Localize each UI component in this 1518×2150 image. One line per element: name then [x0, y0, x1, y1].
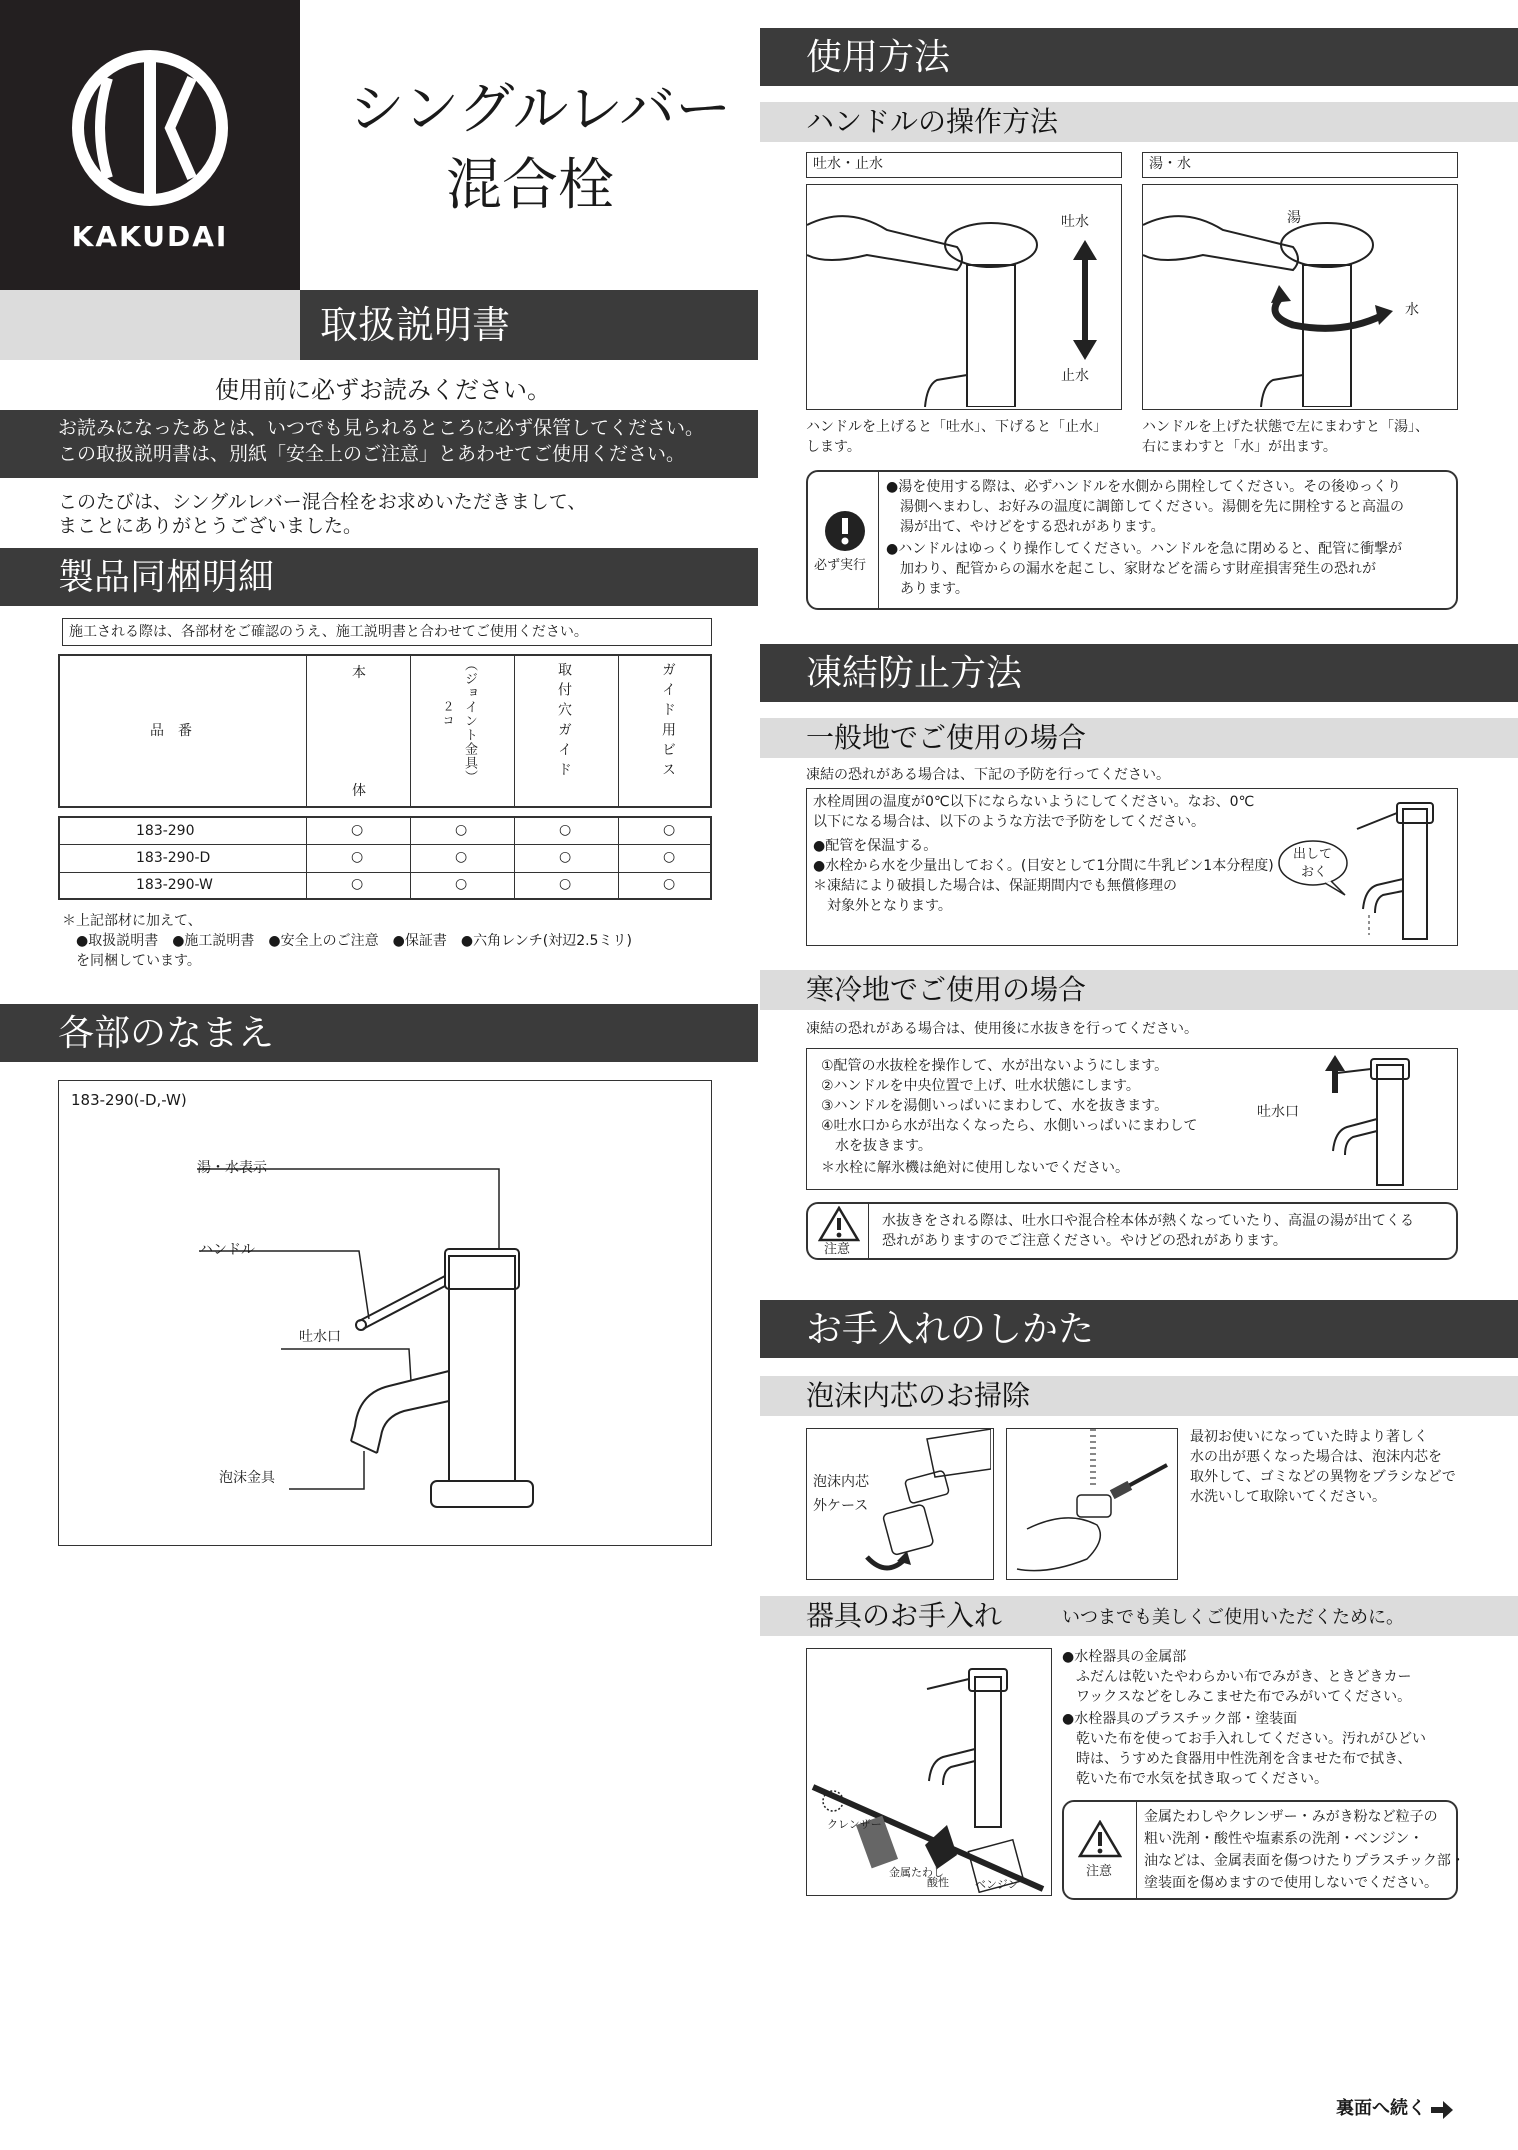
parts-diagram-box: [58, 1080, 712, 1546]
cold-box: [806, 1048, 1458, 1190]
cold-line: 水を抜きます。: [821, 1138, 932, 1154]
product-title-line1: シングルレバー: [348, 77, 732, 142]
fixture-line: 乾いた布を使ってお手入れしてください。汚れがひどい: [1062, 1731, 1426, 1747]
caption2-line1: ハンドルを上げた状態で左にまわすと「湯」、: [1142, 419, 1429, 435]
usage-bar: [760, 28, 1518, 86]
bad-item-acid: 酸性: [927, 1876, 949, 1889]
table-row-code: 183-290: [136, 823, 195, 839]
aerator-title: 泡沫内芯のお掃除: [806, 1379, 1031, 1412]
general-line: 対象外となります。: [813, 898, 952, 914]
parts-bar: [0, 1004, 758, 1062]
table-row-mark: ○: [663, 876, 676, 892]
spec-table-body: [58, 816, 712, 900]
table-row-mark: ○: [455, 849, 468, 865]
table-row-mark: ○: [559, 849, 572, 865]
fixture-title: 器具のお手入れ: [806, 1599, 1003, 1632]
general-subbar: [760, 718, 1518, 758]
panel1-illustration: [806, 184, 1122, 410]
caption2-line2: 右にまわすと「水」が出ます。: [1142, 439, 1337, 455]
caption1-line2: します。: [806, 439, 861, 455]
table-row-mark: ○: [351, 849, 364, 865]
spec-col1-bottom: 体: [352, 783, 366, 799]
panel1-label-box: [806, 152, 1122, 178]
spec-col2-sub: ２コ: [441, 700, 455, 728]
cold-title: 寒冷地でご使用の場合: [806, 973, 1087, 1006]
part-label-hot-cold: 湯・水表示: [197, 1160, 267, 1176]
cold-caution-line2: 恐れがありますのでご注意ください。やけどの恐れがあります。: [882, 1233, 1287, 1249]
fixture-caution-label: 注意: [1086, 1864, 1113, 1879]
must-line: 湯側へまわし、お好みの温度に調節してください。湯側を先に開栓すると高温の: [886, 499, 1404, 515]
panel2-label-box: [1142, 152, 1458, 178]
doc-title: 取扱説明書: [320, 303, 511, 347]
aerator-line: 水洗いして取除いてください。: [1190, 1489, 1386, 1505]
aerator-label2: 外ケース: [813, 1498, 869, 1514]
contents-extra-line2: ●取扱説明書 ●施工説明書 ●安全上のご注意 ●保証書 ●六角レンチ(対辺2.5ミリ): [76, 933, 632, 949]
cold-line: ④吐水口から水が出なくなったら、水側いっぱいにまわして: [821, 1118, 1198, 1134]
doc-title-bar: [300, 290, 758, 360]
table-row-mark: ○: [351, 822, 364, 838]
keep-notice-bar: [0, 410, 758, 478]
thanks-line1: このたびは、シングルレバー混合栓をお求めいただきまして、: [58, 491, 587, 513]
aerator-line: 水の出が悪くなった場合は、泡沫内芯を: [1190, 1449, 1442, 1465]
fixture-subbar: [760, 1596, 1518, 1636]
bad-item-cleanser: クレンザー: [827, 1818, 882, 1831]
contents-title: 製品同梱明細: [58, 557, 275, 598]
cold-caution-line1: 水抜きをされる際は、吐水口や混合栓本体が熱くなっていたり、高温の湯が出てくる: [882, 1213, 1414, 1229]
aerator-illustration-1: [806, 1428, 994, 1580]
spec-header-item: 品 番: [150, 723, 192, 739]
spec-col3: 取付穴ガイド: [556, 662, 572, 782]
contents-bar: [0, 548, 758, 606]
faucet-care-illustration: [807, 1649, 1049, 1893]
spec-table-header: [58, 654, 712, 808]
contents-extra-line3: を同梱しています。: [76, 953, 201, 969]
faucet-diagram: [59, 1081, 709, 1543]
faucet-drain-illustration: [1297, 1049, 1457, 1187]
freeze-bar: [760, 644, 1518, 702]
arrow-right-icon: [1431, 2101, 1453, 2119]
parts-model: 183-290(-D,-W): [71, 1091, 187, 1109]
warning-triangle-icon: [818, 1206, 860, 1242]
part-label-spout: 吐水口: [299, 1329, 341, 1345]
table-row-code: 183-290-D: [136, 850, 211, 866]
handle-title: ハンドルの操作方法: [806, 105, 1059, 138]
care-title: お手入れのしかた: [806, 1309, 1095, 1350]
doc-title-left-band: [0, 290, 300, 360]
general-line: ●水栓から水を少量出しておく。(目安として1分間に牛乳ビン1本分程度): [813, 858, 1274, 874]
spec-col1-top: 本: [352, 665, 366, 681]
cold-line: ①配管の水抜栓を操作して、水が出ないようにします。: [821, 1058, 1169, 1074]
brush-cleaning-illustration: [1007, 1429, 1175, 1577]
fixture-caution-line: 油などは、金属表面を傷つけたりプラスチック部・: [1144, 1853, 1465, 1869]
general-line: 以下になる場合は、以下のような方法で予防をしてください。: [813, 814, 1205, 830]
product-title-line2: 混合栓: [446, 153, 614, 218]
must-line: 湯が出て、やけどをする恐れがあります。: [886, 519, 1165, 535]
cold-caution-box: [806, 1202, 1458, 1260]
caption1-line1: ハンドルを上げると「吐水」、下げると「止水」: [806, 419, 1107, 435]
general-title: 一般地でご使用の場合: [806, 721, 1087, 754]
contents-extra-line1: ＊上記部材に加えて、: [62, 913, 202, 929]
faucet-drip-illustration: [1347, 789, 1457, 943]
exclamation-icon: [820, 506, 870, 556]
panel1-label: 吐水・止水: [813, 156, 883, 172]
fixture-subtitle: いつまでも美しくご使用いただくために。: [1062, 1607, 1404, 1628]
part-label-aerator: 泡沫金具: [219, 1470, 275, 1486]
fixture-line: ●水栓器具のプラスチック部・塗装面: [1062, 1711, 1298, 1727]
table-row-mark: ○: [663, 822, 676, 838]
freeze-title: 凍結防止方法: [806, 653, 1023, 694]
fixture-caution-box: [1062, 1800, 1465, 1900]
must-line: あります。: [886, 581, 969, 597]
fixture-caution-line: 塗装面を傷めますので使用しないでください。: [1144, 1875, 1438, 1891]
bad-item-scrubber: 金属たわし: [889, 1866, 944, 1879]
parts-title: 各部のなまえ: [58, 1013, 275, 1054]
aerator-line: 取外して、ゴミなどの異物をブラシなどで: [1190, 1469, 1456, 1485]
warning-triangle-icon: [1078, 1820, 1122, 1858]
table-row-mark: ○: [559, 876, 572, 892]
care-bar: [760, 1300, 1518, 1358]
usage-title: 使用方法: [806, 37, 951, 78]
next-page-link[interactable]: [1336, 2094, 1453, 2120]
panel2-label: 湯・水: [1149, 156, 1191, 172]
table-row-mark: ○: [559, 822, 572, 838]
cold-caution-label: 注意: [824, 1242, 851, 1257]
panel1-bottom-label: 止水: [1061, 368, 1089, 384]
must-line: ●ハンドルはゆっくり操作してください。ハンドルを急に閉めると、配管に衝撃が: [886, 541, 1403, 557]
cold-note: 凍結の恐れがある場合は、使用後に水抜きを行ってください。: [806, 1021, 1198, 1037]
fixture-line: 乾いた布で水気を拭き取ってください。: [1062, 1771, 1328, 1787]
spec-col4: ガイド用ビス: [660, 662, 676, 782]
panel2-illustration: [1142, 184, 1458, 410]
general-line: 水栓周囲の温度が0℃以下にならないようにしてください。なお、0℃: [813, 794, 1255, 810]
keep-notice-line2: この取扱説明書は、別紙「安全上のご注意」とあわせてご使用ください。: [58, 443, 686, 465]
fixture-line: 時は、うすめた食器用中性洗剤を含ませた布で拭き、: [1062, 1751, 1412, 1767]
panel1-top-label: 吐水: [1061, 214, 1089, 230]
logo-block: [0, 0, 300, 290]
bubble-line1: 出して: [1293, 847, 1333, 862]
aerator-line: 最初お使いになっていた時より著しく: [1190, 1429, 1428, 1445]
aerator-label1: 泡沫内芯: [813, 1474, 869, 1490]
next-page-label: 裏面へ続く: [1336, 2098, 1426, 2119]
bad-item-benzine: ベンジン: [975, 1878, 1019, 1891]
general-line: ●配管を保温する。: [813, 838, 938, 854]
handle-subbar: [760, 102, 1518, 142]
table-row-mark: ○: [455, 822, 468, 838]
table-row-mark: ○: [455, 876, 468, 892]
part-label-handle: ハンドル: [199, 1242, 255, 1258]
cold-line: ③ハンドルを湯側いっぱいにまわして、水を抜きます。: [821, 1098, 1169, 1114]
panel2-cold-label: 水: [1405, 302, 1419, 318]
cold-subbar: [760, 970, 1518, 1010]
read-before: 使用前に必ずお読みください。: [215, 376, 551, 404]
general-box: [806, 788, 1458, 946]
fixture-caution-line: 粗い洗剤・酸性や塩素系の洗剤・ベンジン・: [1144, 1831, 1424, 1847]
fixture-illustration: [806, 1648, 1052, 1896]
table-row-mark: ○: [663, 849, 676, 865]
contents-note: 施工される際は、各部材をご確認のうえ、施工説明書と合わせてご使用ください。: [69, 624, 588, 640]
table-row-code: 183-290-W: [136, 877, 213, 893]
fixture-line: ワックスなどをしみこませた布でみがいてください。: [1062, 1689, 1412, 1705]
keep-notice-line1: お読みになったあとは、いつでも見られるところに必ず保管してください。: [58, 417, 705, 439]
general-note: 凍結の恐れがある場合は、下記の予防を行ってください。: [806, 767, 1170, 783]
cold-line: ②ハンドルを中央位置で上げ、吐水状態にします。: [821, 1078, 1140, 1094]
panel2-hot-label: 湯: [1287, 210, 1301, 226]
bubble-line2: おく: [1301, 865, 1328, 880]
cold-line: ＊水栓に解氷機は絶対に使用しないでください。: [821, 1160, 1129, 1176]
general-line: ＊凍結により破損した場合は、保証期間内でも無償修理の: [813, 878, 1177, 894]
aerator-subbar: [760, 1376, 1518, 1416]
fixture-line: ●水栓器具の金属部: [1062, 1649, 1187, 1665]
spec-col2: （ジョイント金具）: [462, 658, 477, 784]
must-line: 加わり、配管からの漏水を起こし、家財などを濡らす財産損害発生の恐れが: [886, 561, 1376, 577]
fixture-caution-line: 金属たわしやクレンザー・みがき粉など粒子の: [1144, 1809, 1438, 1825]
must-do-box: [806, 470, 1458, 610]
cold-spout-label: 吐水口: [1257, 1104, 1299, 1120]
aerator-illustration-2: [1006, 1428, 1178, 1580]
thanks-line2: まことにありがとうございました。: [58, 515, 363, 537]
must-line: ●湯を使用する際は、必ずハンドルを水側から開栓してください。その後ゆっくり: [886, 479, 1401, 495]
contents-note-box: [62, 618, 712, 646]
table-row-mark: ○: [351, 876, 364, 892]
fixture-line: ふだんは乾いたやわらかい布でみがき、ときどきカー: [1062, 1669, 1412, 1685]
must-label: 必ず実行: [814, 558, 867, 573]
brand-name: KAKUDAI: [71, 220, 229, 253]
